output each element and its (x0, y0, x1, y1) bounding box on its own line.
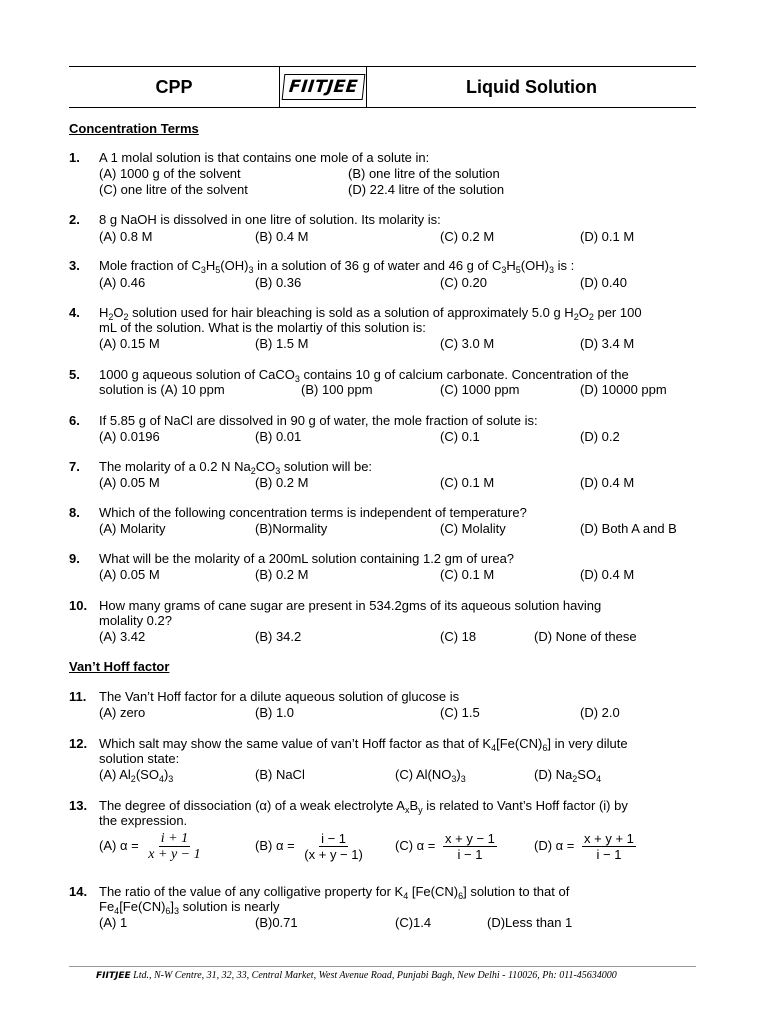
question-text: The molarity of a 0.2 N $Na_2CO_3$ solution will be: (99, 459, 373, 476)
option-b: (B)Normality (255, 521, 328, 536)
option-a: (A) 0.05 M (99, 475, 160, 490)
option-b: (B) 1.0 (255, 705, 295, 720)
fiitjee-logo (279, 67, 367, 107)
option-d: (D) α = $\frac{x + y + 1}{i - 1}$ (534, 831, 634, 862)
option-d: (D) 0.2 (580, 429, 620, 444)
option-d: (D) 2.0 (580, 705, 620, 720)
footer-divider (69, 966, 696, 967)
option-c: (C) 0.2 M (440, 229, 495, 244)
footer-address: FIITJEE Ltd., N-W Centre, 31, 32, 33, Central Market, West Avenue Road, Punjabi Bagh, New Delhi - 110026, Ph: 011-45634000 (96, 970, 617, 981)
footer-brand: FIITJEE (96, 971, 131, 981)
option-a: (A) 3.42 (99, 629, 146, 644)
option-b: (B) 0.01 (255, 429, 302, 444)
question-number: 10. (69, 598, 88, 613)
question-text: How many grams of cane sugar are present in 534.2gms of its aqueous solution having (99, 598, 602, 613)
question-number: 3. (69, 258, 80, 273)
fraction-d: $\frac{x + y + 1}{i - 1}$ (584, 831, 634, 862)
option-d: (D) Both A and B (580, 521, 677, 536)
option-d: (D) 10000 ppm (580, 382, 667, 397)
question-number: 5. (69, 367, 80, 382)
question-text-line2: molality 0.2? (99, 613, 172, 628)
question-text: The degree of dissociation (α) of a weak electrolyte $A_xB_y$ is related to Vant’s Hoff factor (i) by (99, 798, 628, 815)
option-a: (A) α = $\frac{i + 1}{x + y - 1}$ (99, 831, 201, 862)
question-number: 4. (69, 305, 80, 320)
question-text: The Van’t Hoff factor for a dilute aqueous solution of glucose is (99, 689, 460, 704)
option-b: (B) α = $\frac{i - 1}{(x + y - 1)}$ (255, 831, 363, 862)
option-b: (B) 0.36 (255, 275, 302, 290)
option-a: (A) 0.05 M (99, 567, 160, 582)
option-c: (C) 0.20 (440, 275, 487, 290)
question-text: 1000 g aqueous solution of CaCO$_3$ contains 10 g of calcium carbonate. Concentration of the (99, 367, 629, 384)
header-bar (69, 66, 696, 108)
option-d: (D)Less than 1 (487, 915, 573, 930)
logo-text: FIITJEE (281, 74, 365, 100)
option-c: (C) 0.1 M (440, 475, 495, 490)
option-a: (A) zero (99, 705, 146, 720)
option-a: (A) 0.0196 (99, 429, 160, 444)
option-c: (C) 0.1 M (440, 567, 495, 582)
question-number: 11. (69, 689, 87, 704)
option-d: (D) 0.4 M (580, 475, 635, 490)
question-text-line2: solution is (A) 10 ppm (99, 382, 225, 397)
section-title-concentration: Concentration Terms (69, 121, 199, 136)
section-title-vant-hoff: Van’t Hoff factor (69, 659, 170, 674)
option-a: (A) Molarity (99, 521, 166, 536)
question-text: The ratio of the value of any colligative property for $K_4$ $[Fe(CN)_6]$ solution to that of (99, 884, 570, 901)
option-c: (C) one litre of the solvent (99, 182, 248, 197)
option-b: (B) 0.4 M (255, 229, 309, 244)
header-cpp: CPP (155, 76, 193, 97)
question-number: 12. (69, 736, 88, 751)
option-c: (C) 18 (440, 629, 477, 644)
option-b: (B) 0.2 M (255, 475, 309, 490)
question-number: 8. (69, 505, 80, 520)
option-c: (C) α = $\frac{x + y - 1}{i - 1}$ (395, 831, 495, 862)
question-number: 9. (69, 551, 80, 566)
option-d: (D) 0.4 M (580, 567, 635, 582)
option-a: (A) $Al_2(SO_4)_3$ (99, 767, 174, 784)
option-c: (C) Molality (440, 521, 506, 536)
option-d: (D) 0.1 M (580, 229, 635, 244)
option-d: (D) 3.4 M (580, 336, 635, 351)
question-text: $H_2O_2$ solution used for hair bleaching is sold as a solution of approximately 5.0 g $H_2O_2$ per 100 (99, 305, 642, 322)
option-a: (A) 0.46 (99, 275, 146, 290)
option-b: (B) NaCl (255, 767, 305, 782)
fraction-b: $\frac{i - 1}{(x + y - 1)}$ (304, 831, 363, 862)
option-c: (C) 1.5 (440, 705, 480, 720)
option-d: (D) None of these (534, 629, 637, 644)
option-a: (A) 1 (99, 915, 128, 930)
question-text: 8 g NaOH is dissolved in one litre of solution. Its molarity is: (99, 212, 441, 227)
option-b: (B) 100 ppm (301, 382, 373, 397)
option-c: (C)1.4 (395, 915, 432, 930)
question-text-line2: the expression. (99, 813, 188, 828)
question-number: 6. (69, 413, 80, 428)
question-text: If 5.85 g of NaCl are dissolved in 90 g of water, the mole fraction of solute is: (99, 413, 538, 428)
option-b: (B) 34.2 (255, 629, 302, 644)
option-b: (B) one litre of the solution (348, 166, 500, 181)
option-c: (C) $Al(NO_3)_3$ (395, 767, 466, 784)
option-d: (D) $Na_2SO_4$ (534, 767, 602, 784)
option-d: (D) 0.40 (580, 275, 627, 290)
question-text: Which of the following concentration terms is independent of temperature? (99, 505, 527, 520)
header-title: Liquid Solution (466, 76, 597, 97)
question-number: 14. (69, 884, 88, 899)
question-text-line2: solution state: (99, 751, 180, 766)
question-text-line2: mL of the solution. What is the molartiy of this solution is: (99, 320, 426, 335)
option-c: (C) 1000 ppm (440, 382, 520, 397)
question-text: Which salt may show the same value of van’t Hoff factor as that of $K_4[Fe(CN)_6]$ in very dilute (99, 736, 628, 753)
option-a: (A) 0.15 M (99, 336, 160, 351)
option-a: (A) 1000 g of the solvent (99, 166, 241, 181)
question-text: A 1 molal solution is that contains one mole of a solute in: (99, 150, 430, 165)
fraction-a: $\frac{i + 1}{x + y - 1}$ (148, 831, 201, 862)
option-d: (D) 22.4 litre of the solution (348, 182, 505, 197)
question-number: 2. (69, 212, 80, 227)
option-c: (C) 0.1 (440, 429, 480, 444)
question-number: 1. (69, 150, 80, 165)
question-text: Mole fraction of $C_3H_5(OH)_3$ in a solution of 36 g of water and 46 g of $C_3H_5(OH)_3$ is : (99, 258, 575, 275)
option-b: (B)0.71 (255, 915, 298, 930)
option-a: (A) 0.8 M (99, 229, 153, 244)
question-number: 13. (69, 798, 88, 813)
option-c: (C) 3.0 M (440, 336, 495, 351)
option-b: (B) 1.5 M (255, 336, 309, 351)
question-text: What will be the molarity of a 200mL solution containing 1.2 gm of urea? (99, 551, 515, 566)
question-text-line2: $Fe_4[Fe(CN)_6]_3$ solution is nearly (99, 899, 280, 916)
option-b: (B) 0.2 M (255, 567, 309, 582)
fraction-c: $\frac{x + y - 1}{i - 1}$ (445, 831, 495, 862)
question-number: 7. (69, 459, 80, 474)
